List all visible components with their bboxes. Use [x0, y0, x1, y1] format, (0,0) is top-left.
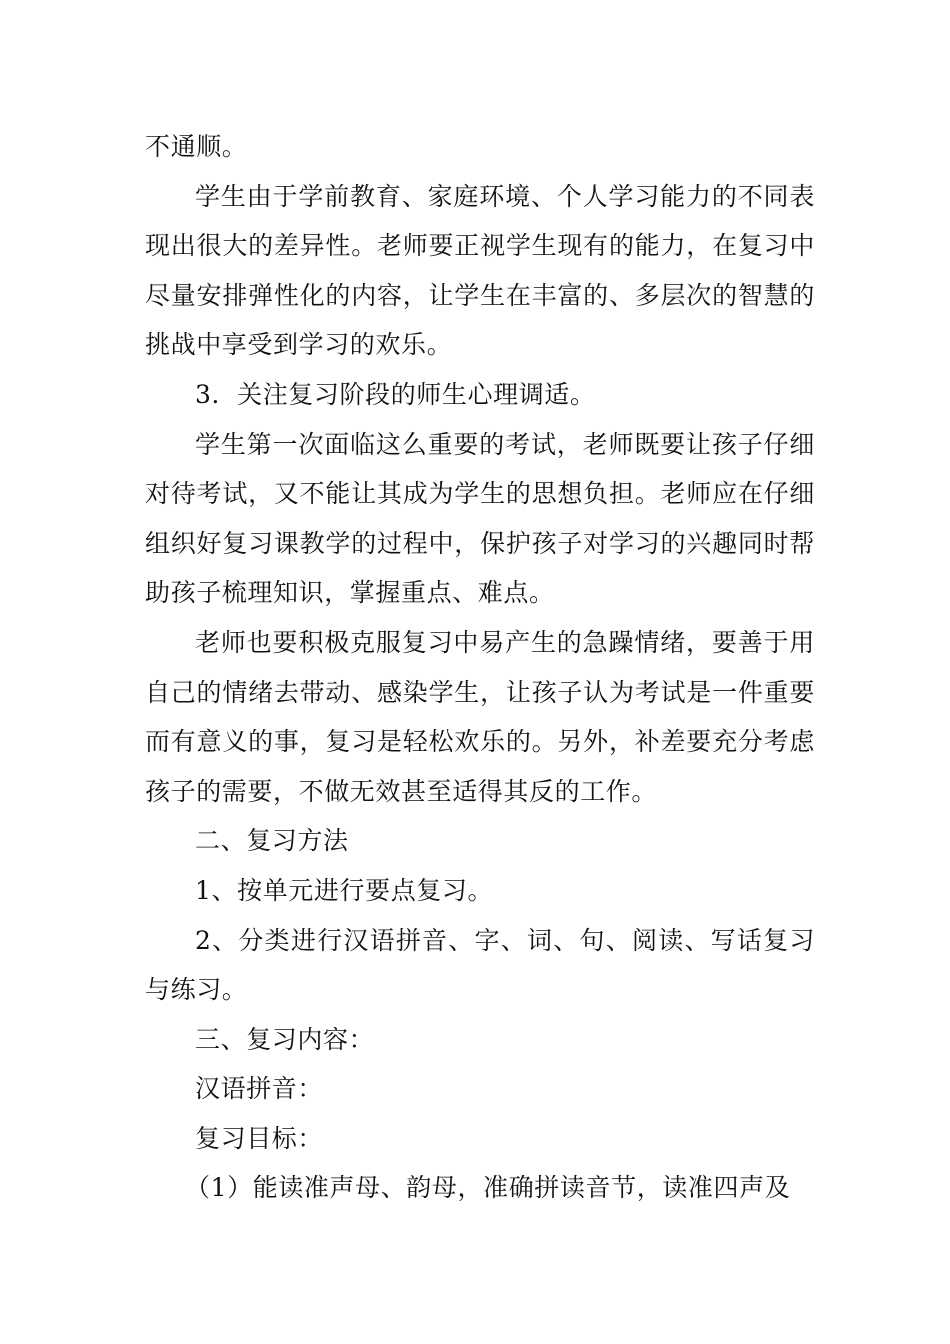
- list-item-goal-1: （1）能读准声母、韵母，准确拼读音节，读准四声及: [185, 1173, 791, 1203]
- document-body: [145, 122, 815, 1213]
- subheading-review-goals: 复习目标：: [195, 1123, 324, 1153]
- list-item-method-1: 1、按单元进行要点复习。: [195, 875, 494, 905]
- paragraph-heading-psychology: 3．关注复习阶段的师生心理调适。: [195, 379, 596, 409]
- section-heading-review-methods: 二、复习方法: [195, 826, 349, 856]
- paragraph-continuation: 不通顺。: [145, 132, 248, 161]
- paragraph-student-differences: 学生由于学前教育、家庭环境、个人学习能力的不同表现出很大的差异性。老师要正视学生现有的能力，在复习中尽量安排弹性化的内容，让学生在丰富的、多层次的智慧的挑战中享受到学习的欢乐。: [145, 181, 815, 360]
- paragraph-teacher-emotion: 老师也要积极克服复习中易产生的急躁情绪，要善于用自己的情绪去带动、感染学生，让孩子认为考试是一件重要而有意义的事，复习是轻松欢乐的。另外，补差要充分考虑孩子的需要，不做无效甚至适得其反的工作。: [145, 627, 815, 806]
- list-item-method-2: 2、分类进行汉语拼音、字、词、句、阅读、写话复习与练习。: [145, 925, 815, 1005]
- subheading-pinyin: 汉语拼音：: [195, 1074, 324, 1104]
- paragraph-first-exam: 学生第一次面临这么重要的考试，老师既要让孩子仔细对待考试，又不能让其成为学生的思想负担。老师应在仔细组织好复习课教学的过程中，保护孩子对学习的兴趣同时帮助孩子梳理知识，掌握重点、难点。: [145, 429, 815, 608]
- section-heading-review-content: 三、复习内容：: [195, 1024, 375, 1054]
